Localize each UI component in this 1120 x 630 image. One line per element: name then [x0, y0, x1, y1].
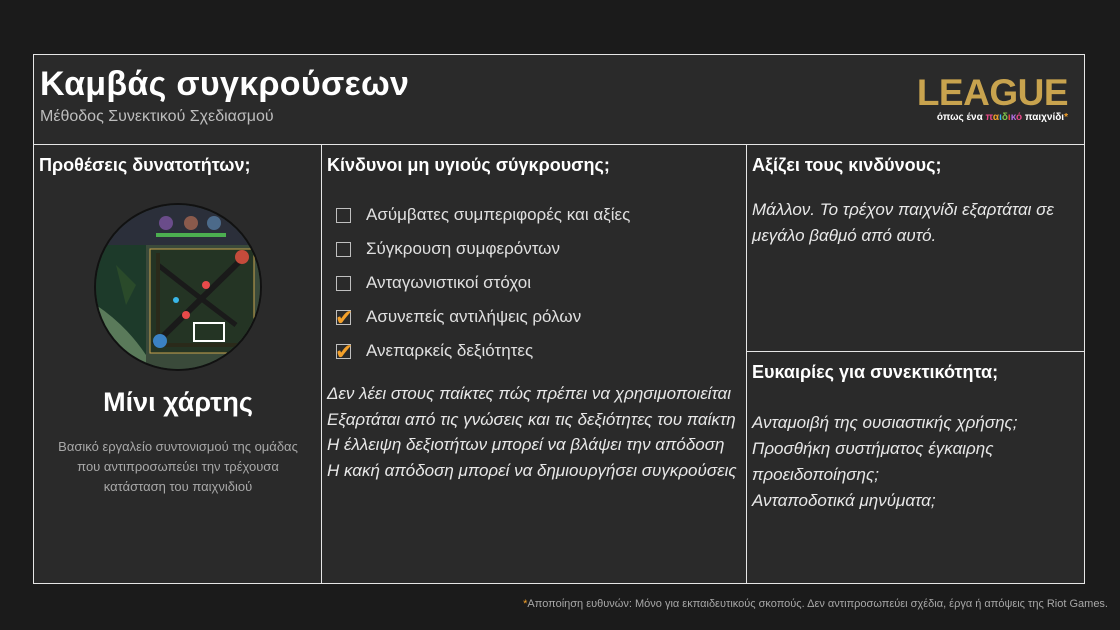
opportunities-list: [752, 410, 1072, 514]
risk-notes: [327, 381, 739, 483]
tagline-letter: ι: [999, 112, 1002, 123]
ability-intentions-panel: [34, 145, 322, 583]
tagline-star: *: [1064, 112, 1068, 123]
page-subtitle: Μέθοδος Συνεκτικού Σχεδιασμού: [40, 108, 274, 125]
minimap-title: Μίνι χάρτης: [103, 387, 253, 417]
checklist-label: Ανεπαρκείς δεξιότητες: [366, 341, 534, 360]
checkmark-icon: ✔: [335, 339, 354, 364]
opportunity-item: Ανταποδοτικά μηνύματα;: [752, 491, 936, 510]
tagline-letter: α: [992, 112, 1000, 123]
checklist-label: Ασύμβατες συμπεριφορές και αξίες: [366, 205, 631, 224]
tagline-letter: δ: [1001, 112, 1008, 123]
note-line: Η κακή απόδοση μπορεί να δημιουργήσει συγκρούσεις: [327, 460, 737, 480]
minimap-description: Βασικό εργαλείο συντονισμού της ομάδας που αντιπροσωπεύει την τρέχουσα κατάσταση του παιχνιδιού: [58, 439, 298, 494]
tagline-part: παιχνίδι: [1022, 112, 1065, 123]
checkbox[interactable]: [336, 276, 351, 291]
opportunity-item: Ανταμοιβή της ουσιαστικής χρήσης;: [752, 413, 1018, 432]
checklist-label: Σύγκρουση συμφερόντων: [366, 239, 560, 258]
panel-heading: Προθέσεις δυνατοτήτων;: [39, 155, 251, 175]
note-line: Εξαρτάται από τις γνώσεις και τις δεξιότητες του παίκτη: [327, 409, 736, 429]
worth-answer: Μάλλον. Το τρέχον παιχνίδι εξαρτάται σε μεγάλο βαθμό από αυτό.: [752, 200, 1054, 245]
disclaimer-star: *: [523, 598, 528, 610]
minimap-illustration: [96, 205, 260, 369]
checkmark-icon: ✔: [335, 305, 354, 330]
league-logo: LEAGUE: [916, 72, 1068, 113]
canvas-header: [34, 55, 1084, 145]
checkbox-checked[interactable]: [335, 339, 354, 364]
checkbox[interactable]: [336, 242, 351, 257]
disclaimer: [523, 598, 1108, 610]
note-line: Η έλλειψη δεξιοτήτων μπορεί να βλάψει την απόδοση: [327, 435, 725, 455]
coherence-opportunities-panel: [747, 352, 1084, 583]
checkbox-checked[interactable]: [335, 305, 354, 330]
checklist-label: Ασυνεπείς αντιλήψεις ρόλων: [366, 307, 582, 326]
panel-heading: Ευκαιρίες για συνεκτικότητα;: [752, 362, 999, 382]
conflict-canvas: [33, 54, 1085, 584]
page-title: Καμβάς συγκρούσεων: [40, 65, 410, 103]
panel-heading: Αξίζει τους κινδύνους;: [752, 155, 942, 175]
worth-risks-panel: [747, 145, 1084, 352]
minimap-image: [94, 203, 262, 371]
disclaimer-text: Αποποίηση ευθυνών: Μόνο για εκπαιδευτικούς σκοπούς. Δεν αντιπροσωπεύει σχέδια, έργα ή απόψεις της Riot Games.: [527, 598, 1108, 610]
opportunity-item: Προσθήκη συστήματος έγκαιρης προειδοποίησης;: [752, 439, 994, 484]
logo-tagline: [937, 112, 1068, 123]
tagline-letter: ι: [1007, 112, 1011, 123]
tagline-part: όπως ένα: [936, 112, 986, 123]
panel-heading: Κίνδυνοι μη υγιούς σύγκρουσης;: [327, 155, 610, 175]
conflict-risks-panel: [322, 145, 747, 583]
checkbox[interactable]: [336, 208, 351, 223]
note-line: Δεν λέει στους παίκτες πώς πρέπει να χρησιμοποιείται: [327, 384, 732, 403]
checklist-label: Ανταγωνιστικοί στόχοι: [366, 273, 532, 292]
tagline-letter: ό: [1015, 112, 1023, 123]
tagline-letter: κ: [1010, 112, 1016, 123]
tagline-letter: π: [985, 112, 993, 123]
